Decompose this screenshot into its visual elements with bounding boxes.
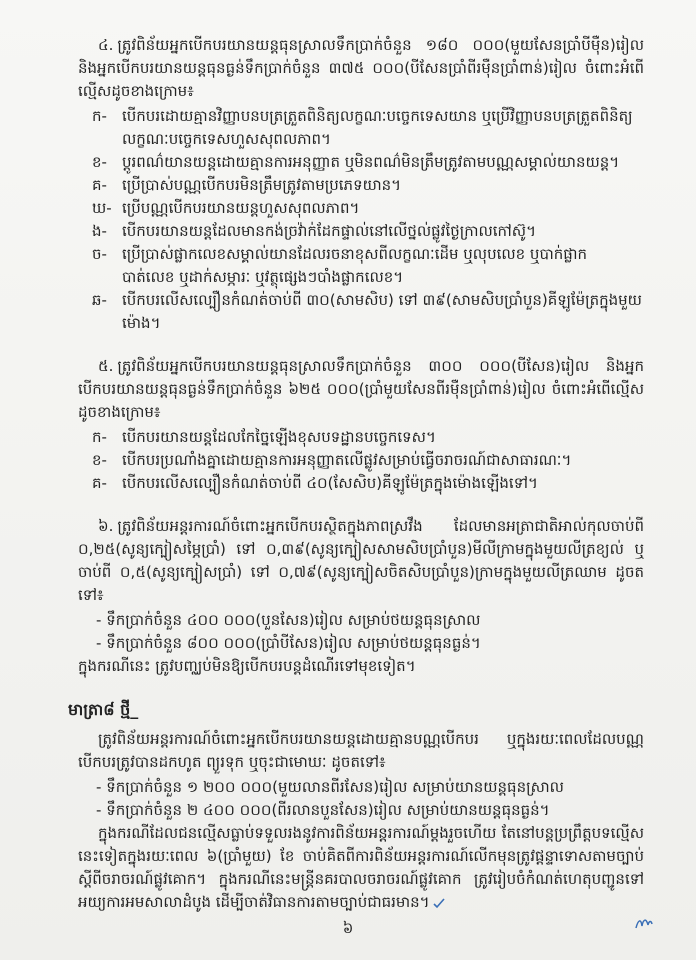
section-5 <box>78 355 644 495</box>
handwritten-initial-icon <box>632 912 654 934</box>
article-fines <box>96 776 644 822</box>
fine-item: - ទឹកប្រាក់ចំនួន ៨០០ ០០០(ប្រាំបីសែន)រៀល សម្រាប់ថយន្តធុនធ្ងន់។ <box>96 632 644 655</box>
list-item: ខ- បើកបរប្រណាំងគ្នាដោយគ្មានការអនុញ្ញាតលើផ្លូវសម្រាប់ធ្វើចរាចរណ៍ជាសាធារណៈ។ <box>92 451 572 469</box>
list-item: ឆ- បើកបរលើសល្បឿនកំណត់ចាប់ពី ៣០(សាមសិប) ទៅ ៣៩(សាមសិបប្រាំបួន)គីឡូម៉ែត្រក្នុងមួយម៉ោង។ <box>92 291 642 332</box>
section-5-items <box>92 426 644 495</box>
article-heading: មាត្រា៨ ថ្មី_ <box>68 700 139 719</box>
article-intro: ត្រូវពិន័យអន្តរការណ៍ចំពោះអ្នកបើកបរយានយន្តដោយគ្មានបណ្ណបើកបរ ឬក្នុងរយៈពេលដែលបណ្ណបើកបរត្រូវបានដកហូត ព្យួរទុក ឬចុះជាមោឃៈ ដូចតទៅ៖ <box>78 730 644 771</box>
section-number: ៤. <box>98 36 114 54</box>
pen-check-icon <box>432 896 446 910</box>
list-item: គ- ប្រើប្រាស់បណ្ណបើកបរមិនត្រឹមត្រូវតាមប្រភេទយាន។ <box>92 176 402 194</box>
section-6-intro: ៦. ត្រូវពិន័យអន្តរការណ៍ចំពោះអ្នកបើកបរស្ថិតក្នុងភាពស្រវឹង ដែលមានអត្រាជាតិអាល់កុលចាប់ពី ០,២៥(សូន្យក្បៀសម្ភៃប្រាំ) ទៅ ០,៣៩(សូន្យក្បៀសសាមសិបប្រាំបួន)មីលីក្រាមក្នុងមួយលីត្រខ្យល់ ឬចាប់ពី ០,៥(សូន្យក្បៀសប្រាំ) ទៅ ០,៧៩(សូន្យក្បៀសចិតសិបប្រាំបួន)ក្រាមក្នុងមួយលីត្រឈាម ដូចតទៅ៖ <box>78 517 644 604</box>
list-item: ក- បើកបរដោយគ្មានវិញ្ញាបនបត្រត្រួតពិនិត្យលក្ខណៈបច្ចេកទេសយាន ឬប្រើវិញ្ញាបនបត្រត្រួតពិនិត្យលក្ខណៈបច្ចេកទេសហួសសុពលភាព។ <box>92 107 633 148</box>
section-6-closing: ក្នុងករណីនេះ ត្រូវបញ្ឈប់មិនឱ្យបើកបរបន្តដំណើរទៅមុខទៀត។ <box>78 657 416 675</box>
fine-item: - ទឹកប្រាក់ចំនួន ២ ៤០០ ០០០(ពីរលានបួនសែន)រៀល សម្រាប់យានយន្តធុនធ្ងន់។ <box>96 799 644 822</box>
section-number: ៥. <box>98 357 114 375</box>
section-4-intro: ៤. ត្រូវពិន័យអ្នកបើកបរយានយន្តធុនស្រាលទឹកប្រាក់ចំនួន ១៨០ ០០០(មួយសែនប្រាំបីម៉ឺន)រៀល និងអ្នកបើកបរយានយន្តធុនធ្ងន់ទឹកប្រាក់ចំនួន ៣៧៥ ០០០(បីសែនប្រាំពីរម៉ឺនប្រាំពាន់)រៀល ចំពោះអំពើល្មើសដូចខាងក្រោម៖ <box>78 36 644 100</box>
article-closing: ក្នុងករណីដែលជនល្មើសធ្លាប់ទទួលរងនូវការពិន័យអន្តរការណ៍ម្តងរួចហើយ តែនៅបន្តប្រព្រឹត្តបទល្មើសនេះទៀតក្នុងរយៈពេល ៦(ប្រាំមួយ) ខែ ចាប់គិតពីការពិន័យអន្តរការណ៍លើកមុនត្រូវផ្តន្ទាទោសតាមច្បាប់ស្តីពីចរាចរណ៍ផ្លូវគោក។ ក្នុងករណីនេះមន្ត្រីនគរបាលចរាចរណ៍ផ្លូវគោក ត្រូវរៀបចំកំណត់ហេតុបញ្ជូនទៅអយ្យការអមសាលាដំបូង ដើម្បីចាត់វិធានការតាមច្បាប់ជាធរមាន។ <box>78 824 644 911</box>
page-number: ៦ <box>342 919 354 937</box>
section-6 <box>78 515 644 678</box>
article-8 <box>68 698 644 914</box>
section-6-fines <box>96 609 644 655</box>
list-item: ច- ប្រើប្រាស់ផ្លាកលេខសម្គាល់យានដែលរចនាខុសពីលក្ខណៈដើម ឬលុបលេខ ឬបាក់ផ្លាក បាត់លេខ ឬដាក់សម្ភារៈ ឬវត្ថុផ្សេងៗបាំងផ្លាកលេខ។ <box>92 245 588 286</box>
section-4 <box>78 34 644 335</box>
list-item: ង- បើកបរយានយន្តដែលមានកង់ច្រវ៉ាក់ដែកផ្ទាល់នៅលើថ្នល់ផ្លូវថ្ងៃក្រាលកៅស៊ូ។ <box>92 222 536 240</box>
list-item: ក- បើកបរយានយន្តដែលកែច្នៃឡើងខុសបទដ្ឋានបច្ចេកទេស។ <box>92 428 436 446</box>
section-4-items <box>92 105 644 335</box>
fine-item: - ទឹកប្រាក់ចំនួន ១ ២០០ ០០០(មួយលានពីរសែន)រៀល សម្រាប់យានយន្តធុនស្រាល <box>96 776 644 799</box>
section-number: ៦. <box>98 517 114 535</box>
list-item: ឃ- ប្រើបណ្ណបើកបរយានយន្តហួសសុពលភាព។ <box>92 199 360 217</box>
section-5-intro: ៥. ត្រូវពិន័យអ្នកបើកបរយានយន្តធុនស្រាលទឹកប្រាក់ចំនួន ៣០០ ០០០(បីសែន)រៀល និងអ្នកបើកបរយានយន្តធុនធ្ងន់ទឹកប្រាក់ចំនួន ៦២៥ ០០០(ប្រាំមួយសែនពីរម៉ឺនប្រាំពាន់)រៀល ចំពោះអំពើល្មើសដូចខាងក្រោម៖ <box>78 357 644 421</box>
list-item: ខ- ប្តូរពណ៌យានយន្តដោយគ្មានការអនុញ្ញាត ឬមិនពណ៌មិនត្រឹមត្រូវតាមបណ្ណសម្គាល់យានយន្ត។ <box>92 153 620 171</box>
fine-item: - ទឹកប្រាក់ចំនួន ៤០០ ០០០(បួនសែន)រៀល សម្រាប់ថយន្តធុនស្រាល <box>96 609 644 632</box>
list-item: គ- បើកបរលើសល្បឿនកំណត់ចាប់ពី ៤០(សែសិប)គីឡូម៉ែត្រក្នុងម៉ោងឡើងទៅ។ <box>92 474 538 492</box>
